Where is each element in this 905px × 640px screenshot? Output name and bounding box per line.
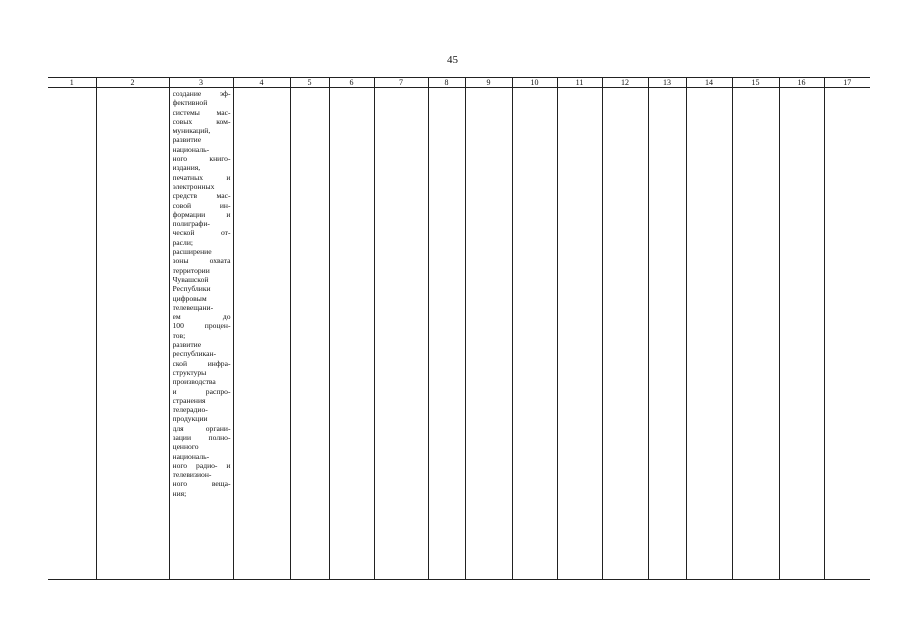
column-header: 2 [96, 78, 169, 88]
description-line: печатных и [172, 172, 231, 182]
table-cell [686, 88, 732, 580]
description-line: зации полно- [172, 432, 231, 442]
table-cell [329, 88, 374, 580]
description-line: ской инфра- [172, 358, 231, 368]
description-line: территории [172, 265, 210, 275]
description-line: ного веща- [172, 479, 231, 489]
description-line: телевещани- [172, 302, 214, 312]
description-line: Республики [172, 284, 211, 294]
description-line: совой ин- [172, 200, 231, 210]
description-line: и распро- [172, 386, 231, 396]
description-line: ного книго- [172, 154, 231, 164]
description-line: странения [172, 395, 206, 405]
description-line: республикан- [172, 349, 217, 359]
description-line: 100 процен- [172, 321, 231, 331]
column-header: 3 [169, 78, 233, 88]
description-line: цифровым [172, 293, 207, 303]
description-line: формации и [172, 209, 231, 219]
column-header: 16 [779, 78, 824, 88]
description-line: электронных [172, 181, 215, 191]
description-line: муникаций, [172, 126, 211, 136]
table-cell-description [169, 88, 233, 580]
table-cell [96, 88, 169, 580]
column-header: 13 [648, 78, 686, 88]
table-cell [779, 88, 824, 580]
column-header: 5 [290, 78, 329, 88]
description-line: продукции [172, 414, 208, 424]
table-cell [824, 88, 870, 580]
table-cell [428, 88, 465, 580]
header-row [48, 78, 870, 88]
description-line: для органи- [172, 423, 231, 433]
description-line: развитие [172, 340, 202, 350]
description-line: структуры [172, 367, 207, 377]
column-header: 14 [686, 78, 732, 88]
column-header: 9 [465, 78, 512, 88]
table-cell [465, 88, 512, 580]
table-cell [233, 88, 290, 580]
description-line: полиграфи- [172, 219, 210, 229]
column-header: 10 [512, 78, 557, 88]
description-line: системы мас- [172, 107, 231, 117]
description-line: тов; [172, 330, 186, 340]
table-cell [48, 88, 96, 580]
description-line: развитие [172, 135, 202, 145]
table-cell [290, 88, 329, 580]
description-line: зоны охвата [172, 256, 231, 266]
description-line: телерадио- [172, 405, 208, 415]
description-line: ческой от- [172, 228, 231, 238]
page-number: 45 [447, 54, 458, 66]
description-line: совых ком- [172, 116, 231, 126]
description-line: ем до [172, 312, 231, 322]
description-line: производства [172, 377, 216, 387]
column-header: 8 [428, 78, 465, 88]
description-text [170, 88, 233, 498]
table-cell [512, 88, 557, 580]
table-cell [374, 88, 428, 580]
data-table [48, 77, 870, 580]
description-line: издания, [172, 163, 201, 173]
column-header: 4 [233, 78, 290, 88]
table-row [48, 88, 870, 580]
table-cell [602, 88, 648, 580]
table-cell [732, 88, 779, 580]
description-line: националь- [172, 144, 210, 154]
description-line: средств мас- [172, 191, 231, 201]
description-line: Чувашской [172, 274, 209, 284]
column-header: 15 [732, 78, 779, 88]
description-line: ценного [172, 442, 199, 452]
column-header: 7 [374, 78, 428, 88]
table-cell [557, 88, 602, 580]
description-line: ного радио- и [172, 460, 231, 470]
description-line: расширение [172, 247, 212, 257]
description-line: фективной [172, 98, 208, 108]
column-header: 1 [48, 78, 96, 88]
table-cell [648, 88, 686, 580]
description-line: расли; [172, 237, 194, 247]
column-header: 11 [557, 78, 602, 88]
description-line: националь- [172, 451, 210, 461]
column-header: 12 [602, 78, 648, 88]
column-header: 17 [824, 78, 870, 88]
column-header: 6 [329, 78, 374, 88]
description-line: создание эф- [172, 89, 231, 98]
description-line: ния; [172, 488, 187, 498]
description-line: телевизион- [172, 470, 212, 480]
